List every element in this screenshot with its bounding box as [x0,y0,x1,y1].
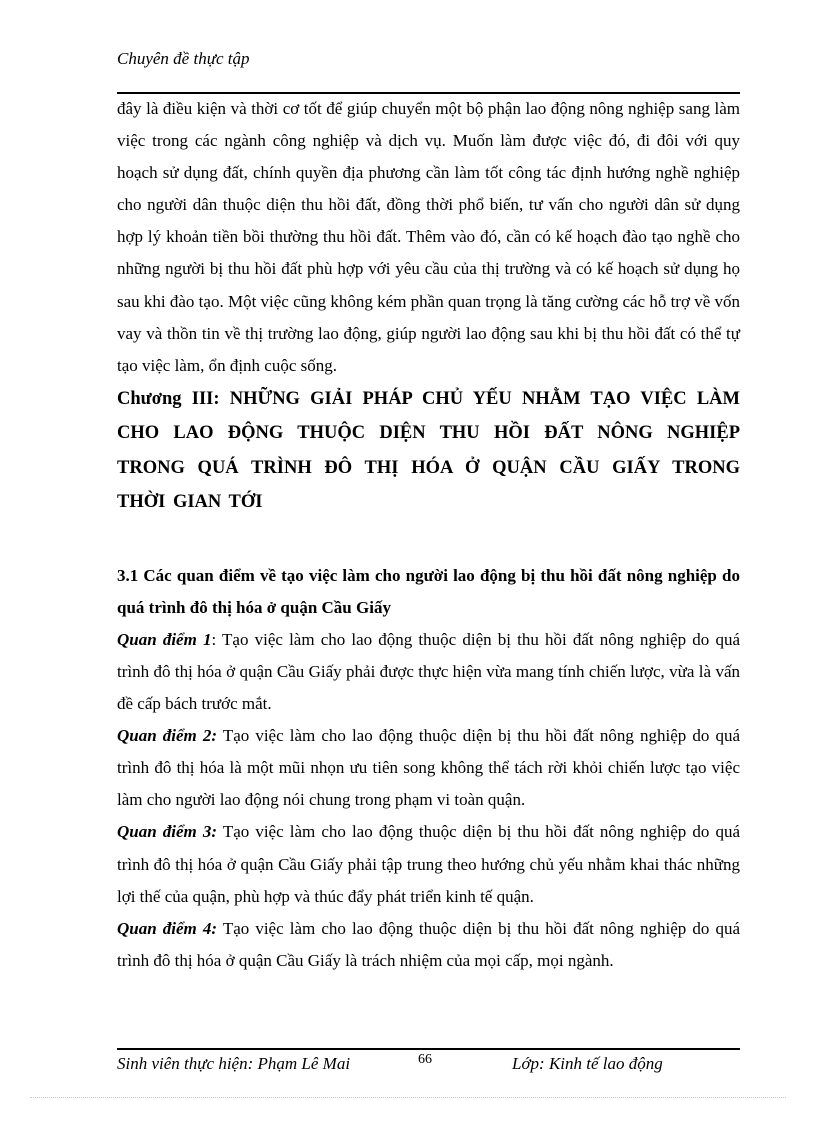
page-number: 66 [418,1052,432,1067]
viewpoint-4 [117,913,740,977]
viewpoint-3-text: Tạo việc làm cho lao động thuộc diện bị thu hồi đất nông nghiệp do quá trình đô thị hóa ở quận Cầu Giấy phải tập trung theo hướng chủ yếu nhằm khai thác những lợi thế của quận, phù hợp và thúc đẩy phát triển kinh tế quận. [117,822,741,906]
viewpoint-1-label: Quan điểm 1 [117,629,212,649]
intro-paragraph: đây là điều kiện và thời cơ tốt để giúp chuyển một bộ phận lao động nông nghiệp sang làm việc trong các ngành công nghiệp và dịch vụ. Muốn làm được việc đó, đi đôi với quy hoạch sử dụng đất, chính quyền địa phương cần làm tốt công tác định hướng nghề nghiệp cho người dân thuộc diện thu hồi đất, đồng thời phổ biến, tư vấn cho người dân sử dụng hợp lý khoản tiền bồi thường thu hồi đất. Thêm vào đó, cần có kế hoạch đào tạo nghề cho những người bị thu hồi đất phù hợp với yêu cầu của thị trường và có kế hoạch sử dụng họ sau khi đào tạo. Một việc cũng không kém phần quan trọng là tăng cường các hỗ trợ về vốn vay và thồn tin về thị trường lao động, giúp người lao động sau khi bị thu hồi đất có thể tự tạo việc làm, ổn định cuộc sống. [117,99,740,375]
page-content [117,93,740,977]
viewpoint-2 [117,720,740,816]
section-heading: 3.1 Các quan điểm về tạo việc làm cho người lao động bị thu hồi đất nông nghiệp do quá trình đô thị hóa ở quận Cầu Giấy [117,565,740,617]
viewpoint-4-label: Quan điểm 4: [117,918,218,938]
viewpoint-4-text: Tạo việc làm cho lao động thuộc diện bị thu hồi đất nông nghiệp do quá trình đô thị hóa ở quận Cầu Giấy là trách nhiệm của mọi cấp, mọi ngành. [117,918,741,970]
page-edge-dotted-line [30,1097,786,1098]
viewpoint-2-text: Tạo việc làm cho lao động thuộc diện bị thu hồi đất nông nghiệp do quá trình đô thị hóa là một mũi nhọn ưu tiên song không thể tách rời khỏi chiến lược tạo việc làm cho người lao động nói chung trong phạm vi toàn quận. [117,726,741,810]
footer-class: Lớp: Kinh tế lao động [512,1054,663,1073]
running-header-title: Chuyên đề thực tập [117,49,250,68]
chapter-heading: Chương III: NHỮNG GIẢI PHÁP CHỦ YẾU NHẰM TẠO VIỆC LÀM CHO LAO ĐỘNG THUỘC DIỆN THU HỒI ĐẤT NÔNG NGHIỆP TRONG QUÁ TRÌNH ĐÔ THỊ HÓA Ở QUẬN CẦU GIẤY TRONG THỜI GIAN TỚI [117,388,740,513]
viewpoint-1-text: Tạo việc làm cho lao động thuộc diện bị thu hồi đất nông nghiệp do quá trình đô thị hóa ở quận Cầu Giấy phải được thực hiện vừa mang tính chiến lược, vừa là vấn đề cấp bách trước mắt. [117,629,740,714]
viewpoint-3-label: Quan điểm 3: [117,822,218,842]
footer-student: Sinh viên thực hiện: Phạm Lê Mai [117,1054,351,1073]
footer-divider [117,1048,740,1050]
viewpoint-1 [117,624,740,720]
viewpoint-3 [117,816,740,912]
viewpoint-2-label: Quan điểm 2: [117,726,218,746]
viewpoint-1-separator: : [211,629,217,649]
